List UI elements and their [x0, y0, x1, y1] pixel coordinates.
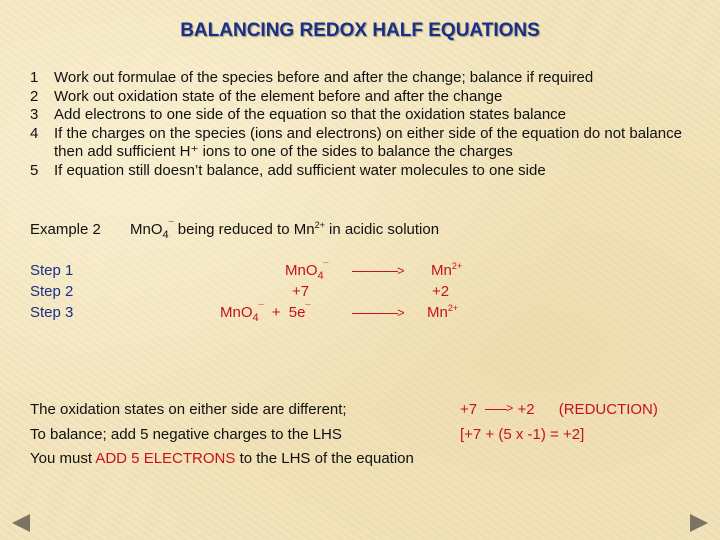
step-text: Add electrons to one side of the equation so that the oxidation states balance: [54, 106, 567, 123]
description-text: being reduced to Mn: [177, 221, 315, 238]
triangle-right-icon[interactable]: [690, 514, 708, 532]
step-item: [30, 125, 700, 162]
step-item: [30, 88, 700, 107]
ion-charge: 2+: [314, 220, 325, 230]
oxidation-from: +7: [460, 401, 478, 418]
instruction-highlight: ADD 5 ELECTRONS: [95, 450, 236, 467]
reactant-formula: MnO: [220, 304, 253, 321]
formula-subscript: 4: [162, 229, 169, 241]
description-text: in acidic solution: [329, 221, 440, 238]
reactant-formula: MnO: [285, 262, 318, 279]
plus-sign: +: [271, 304, 281, 321]
ion-charge: ¯: [168, 220, 174, 230]
permanganate-formula: MnO: [130, 221, 163, 238]
reaction-arrow: [352, 271, 398, 272]
arrow-head-icon: >: [397, 263, 405, 278]
triangle-left-icon[interactable]: [12, 514, 30, 532]
reduction-label: (REDUCTION): [558, 401, 658, 418]
oxidation-state-left: +7: [292, 283, 310, 300]
ion-charge: 2+: [447, 303, 459, 313]
product-formula: Mn: [427, 304, 448, 321]
oxidation-to: +2: [517, 401, 535, 418]
instruction-text: to the LHS of the equation: [239, 450, 414, 467]
formula-subscript: 4: [252, 312, 259, 324]
step1-product: [431, 262, 462, 279]
step3-product: [427, 304, 458, 321]
step-number: 3: [30, 106, 39, 123]
oxidation-state-right: +2: [432, 283, 450, 300]
oxidation-change: [460, 401, 658, 418]
step1-label: Step 1: [30, 262, 74, 279]
step2-label: Step 2: [30, 283, 74, 300]
step-number: 4: [30, 124, 39, 142]
step3-label: Step 3: [30, 304, 74, 321]
ion-charge: ¯: [258, 303, 264, 313]
step-item: [30, 162, 700, 181]
step3-reactants: [220, 303, 311, 324]
reaction-arrow: [352, 313, 398, 314]
step-item: [30, 69, 700, 88]
step-list: [30, 69, 700, 180]
charge-calculation: [+7 + (5 x -1) = +2]: [460, 426, 585, 443]
example-label: Example 2: [30, 221, 101, 238]
formula-subscript: 4: [317, 270, 324, 282]
product-formula: Mn: [431, 262, 452, 279]
conclusion-line-1: The oxidation states on either side are different;: [30, 401, 347, 418]
electrons-term: 5e: [288, 304, 306, 321]
ion-charge: ¯: [305, 303, 311, 313]
step1-reactant: [285, 261, 329, 282]
change-arrow: >: [481, 404, 513, 414]
step-number: 1: [30, 69, 39, 86]
arrow-head-icon: >: [397, 305, 405, 320]
step-text: Work out formulae of the species before and after the change; balance if required: [54, 69, 594, 86]
ion-charge: 2+: [451, 261, 463, 271]
conclusion-line-2: To balance; add 5 negative charges to the LHS: [30, 426, 342, 443]
conclusion-line-3: [30, 450, 414, 467]
step-text: If the charges on the species (ions and electrons) on either side of the equation do not balance then add sufficient H⁺ ions to one of the sides to balance the charges: [54, 124, 682, 160]
ion-charge: ¯: [323, 261, 329, 271]
step-item: [30, 106, 700, 125]
instruction-text: You must: [30, 450, 92, 467]
step-text: If equation still doesn’t balance, add sufficient water molecules to one side: [54, 161, 546, 179]
example-description: [130, 220, 440, 241]
step-number: 5: [30, 161, 39, 179]
slide-title: BALANCING REDOX HALF EQUATIONS: [180, 20, 540, 41]
step-number: 2: [30, 87, 39, 105]
step-text: Work out oxidation state of the element before and after the change: [54, 87, 503, 105]
